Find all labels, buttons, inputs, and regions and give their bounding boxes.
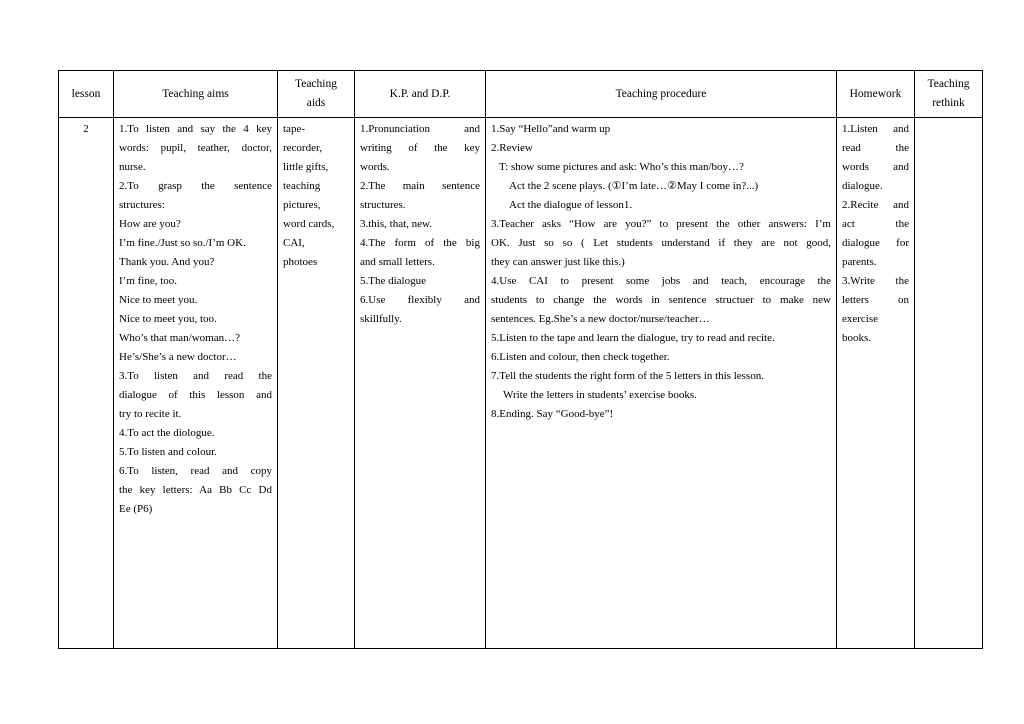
cell-teaching-rethink	[915, 118, 983, 649]
kp-line: 6.Use flexibly and	[360, 294, 480, 306]
aims-line: Nice to meet you.	[119, 294, 198, 306]
aids-line: CAI,	[283, 237, 305, 249]
aims-line: Ee (P6)	[119, 503, 153, 515]
aids-line: little gifts,	[283, 161, 329, 173]
procedure-line: 6.Listen and colour, then check together.	[491, 351, 670, 363]
aims-line: He’s/She’s a new doctor…	[119, 351, 237, 363]
aims-line: 2.To grasp the sentence	[119, 180, 272, 192]
homework-line: 3.Write the	[842, 275, 909, 287]
homework-line: dialogue for	[842, 237, 909, 249]
aims-line: 5.To listen and colour.	[119, 446, 217, 458]
kp-line: words.	[360, 161, 390, 173]
aims-line: 6.To listen, read and copy	[119, 465, 272, 477]
aims-line: I’m fine./Just so so./I’m OK.	[119, 237, 246, 249]
rethink-content	[915, 118, 982, 120]
aids-line: word cards,	[283, 218, 335, 230]
homework-line: books.	[842, 332, 872, 344]
kp-line: and small letters.	[360, 256, 435, 268]
header-teaching-rethink-line1: Teaching	[927, 78, 970, 90]
homework-line: read the	[842, 142, 909, 154]
aims-line: 4.To act the diologue.	[119, 427, 215, 439]
kp-line: 3.this, that, new.	[360, 218, 432, 230]
homework-line: words and	[842, 161, 909, 173]
header-row	[59, 71, 983, 118]
header-homework: Homework	[837, 71, 915, 118]
procedure-line: 5.Listen to the tape and learn the dialogue, try to read and recite.	[491, 332, 775, 344]
homework-line: 2.Recite and	[842, 199, 909, 211]
aims-line: structures:	[119, 199, 165, 211]
header-teaching-aids	[278, 71, 355, 118]
header-kp-dp: K.P. and D.P.	[355, 71, 486, 118]
cell-teaching-aids	[278, 118, 355, 649]
header-teaching-procedure: Teaching procedure	[486, 71, 837, 118]
lesson-plan-table	[58, 70, 983, 649]
procedure-line: sentences. Eg.She’s a new doctor/nurse/teacher…	[491, 313, 710, 325]
lesson-row	[59, 118, 983, 649]
homework-line: act the	[842, 218, 909, 230]
header-teaching-rethink-line2: rethink	[932, 97, 965, 109]
procedure-line: Act the 2 scene plays. (①I’m late…②May I come in?...)	[509, 180, 759, 192]
cell-kp-dp	[355, 118, 486, 649]
cell-teaching-aims	[114, 118, 278, 649]
procedure-line: 4.Use CAI to present some jobs and teach, encourage the	[491, 275, 831, 287]
aims-line: the key letters: Aa Bb Cc Dd	[119, 484, 272, 496]
procedure-line: 3.Teacher asks “How are you?” to present the other answers: I’m	[491, 218, 831, 230]
header-lesson: lesson	[59, 71, 114, 118]
aims-line: Nice to meet you, too.	[119, 313, 217, 325]
aims-line: Thank you. And you?	[119, 256, 215, 268]
aims-line: dialogue of this lesson and	[119, 389, 272, 401]
aims-line: I’m fine, too.	[119, 275, 178, 287]
procedure-line: 7.Tell the students the right form of the 5 letters in this lesson.	[491, 370, 764, 382]
aids-line: teaching	[283, 180, 321, 192]
kp-line: 4.The form of the big	[360, 237, 480, 249]
header-teaching-aids-line1: Teaching	[295, 78, 337, 90]
kp-line: 2.The main sentence	[360, 180, 480, 192]
procedure-line: 8.Ending. Say “Good-bye”!	[491, 408, 614, 420]
aims-line: try to recite it.	[119, 408, 182, 420]
cell-lesson-number	[59, 118, 114, 649]
procedure-line: Act the dialogue of lesson1.	[509, 199, 633, 211]
homework-line: letters on	[842, 294, 909, 306]
aims-line: 3.To listen and read the	[119, 370, 272, 382]
aids-line: photoes	[283, 256, 318, 268]
aims-line: 1.To listen and say the 4 key	[119, 123, 272, 135]
procedure-line: they can answer just like this.)	[491, 256, 625, 268]
procedure-line: 2.Review	[491, 142, 533, 154]
procedure-line: Write the letters in students’ exercise books.	[503, 389, 697, 401]
procedure-line: OK. Just so so ( Let students understand if they are not good,	[491, 237, 831, 249]
procedure-line: T: show some pictures and ask: Who’s this man/boy…?	[499, 161, 744, 173]
kp-line: writing of the key	[360, 142, 480, 154]
kp-line: skillfully.	[360, 313, 402, 325]
lesson-number: 2	[83, 123, 89, 135]
aims-line: nurse.	[119, 161, 146, 173]
aids-line: pictures,	[283, 199, 321, 211]
kp-line: 5.The dialogue	[360, 275, 426, 287]
aims-line: words: pupil, teather, doctor,	[119, 142, 272, 154]
homework-line: exercise	[842, 313, 879, 325]
homework-line: 1.Listen and	[842, 123, 909, 135]
aims-line: Who’s that man/woman…?	[119, 332, 240, 344]
header-teaching-aims: Teaching aims	[114, 71, 278, 118]
aids-line: recorder,	[283, 142, 322, 154]
homework-line: dialogue.	[842, 180, 883, 192]
header-teaching-aids-line2: aids	[306, 97, 326, 109]
procedure-line: 1.Say “Hello”and warm up	[491, 123, 611, 135]
aims-line: How are you?	[119, 218, 181, 230]
homework-line: parents.	[842, 256, 877, 268]
header-teaching-rethink	[915, 71, 983, 118]
kp-line: 1.Pronunciation and	[360, 123, 480, 135]
cell-homework	[837, 118, 915, 649]
kp-line: structures.	[360, 199, 406, 211]
procedure-line: students to change the words in sentence structuer to make new	[491, 294, 831, 306]
cell-teaching-procedure	[486, 118, 837, 649]
aids-line: tape-	[283, 123, 305, 135]
